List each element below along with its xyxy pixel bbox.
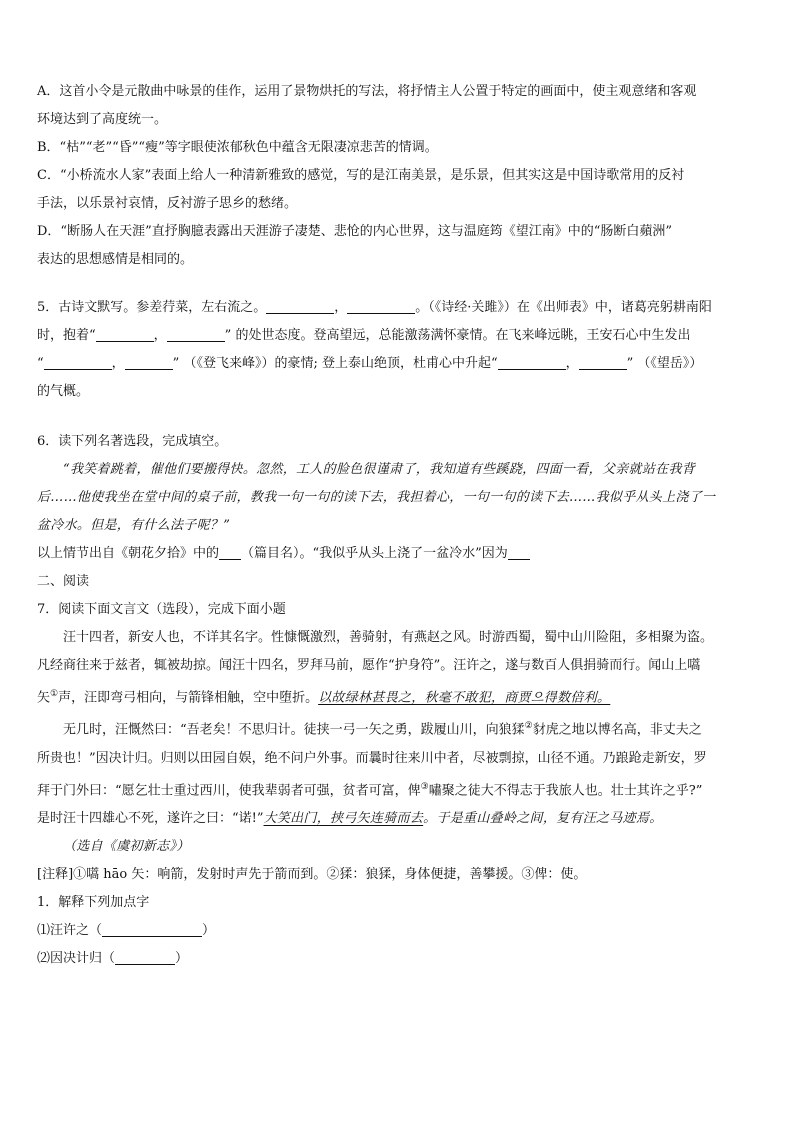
passage-p1-line2: 凡经商往来于兹者，辄被劫掠。闻汪十四名，罗拜马前，愿作“护身符”。汪许之，遂与数百人俱捐骑而行。闻山上嚆 — [37, 658, 701, 673]
q5-line3 — [37, 350, 762, 378]
q5-text: ” 的处世态度。登高望远，总能激荡满怀豪情。在飞来峰远眺，王安石心中生发出 — [224, 328, 691, 343]
passage-text: 矢 — [37, 690, 51, 706]
q7-title: 7．阅读下面文言文（选段），完成下面小题 — [37, 602, 286, 617]
option-c-line2: 手法，以乐景衬哀情，反衬游子思乡的愁绪。 — [37, 196, 298, 211]
blank-4[interactable] — [167, 327, 225, 342]
q5-line4: 的气概。 — [37, 384, 90, 399]
exam-page — [37, 78, 762, 973]
q6-fill-line — [37, 540, 762, 568]
passage-text: 无几时，汪慨然曰：“吾老矣！不思归计。徒挟一弓一矢之勇，跋履山川，向狼猱 — [63, 722, 525, 738]
q6-quote-line1: “我笑着跳着，催他们要搬得快。忽然，工人的脸色很谨肃了，我知道有些蹊跷，四面一看，父亲就站在我背 — [63, 462, 696, 477]
q5-sep: ， — [153, 328, 167, 343]
passage-p1-line3 — [37, 680, 762, 712]
q5-text: 。（《诗经·关雎》）在《出师表》中，诸葛亮躬耕南阳 — [415, 300, 712, 315]
option-a-line1: A．这首小令是元散曲中咏景的佳作，运用了景物烘托的写法，将抒情主人公置于特定的画面中，使主观意绪和客观 — [37, 84, 697, 99]
blank-3[interactable] — [96, 327, 154, 342]
q5-sep: ， — [334, 300, 348, 315]
blank-1[interactable] — [266, 299, 334, 314]
sub-question-1-title: 1．解释下列加点字 — [37, 894, 150, 910]
q5-text: ” （《望岳》） — [626, 356, 703, 371]
option-d-line2: 表达的思想感情是相同的。 — [37, 252, 194, 267]
option-a-line2: 环境达到了高度统一。 — [37, 112, 168, 127]
passage-p2-line4 — [37, 805, 762, 833]
q5-text: ” （《登飞来峰》）的豪情; 登上泰山绝顶，杜甫心中升起“ — [172, 356, 498, 371]
passage-p2-line1 — [37, 712, 762, 744]
q5-sep: ， — [111, 356, 125, 371]
passage-source: （选自《虞初新志》） — [63, 838, 190, 854]
passage-text: 声，汪即弯弓相向，与箭锋相触，空中堕折。 — [58, 690, 319, 706]
sub-question-1b — [37, 945, 762, 973]
passage-p2-line3 — [37, 773, 762, 805]
option-c-line1: C．“小桥流水人家”表面上给人一种清新雅致的感觉，写的是江南美景，是乐景，但其实这是中国诗歌常用的反衬 — [37, 168, 685, 183]
annotation-notes: [注释]①嚆 hāo 矢：响箭，发射时声先于箭而到。②猱：狼猱，身体便捷，善攀援。③俾：使。 — [37, 866, 587, 882]
passage-text: 嘯聚之徒大不得志于我旅人也。壮士其许之乎?” — [428, 782, 703, 798]
passage-p2-line2: 所贵也！”因决计归。归则以田园自娱，绝不问户外事。而曩时往来川中者，尽被剽掠，山径不通。乃踉跄走新安，罗 — [37, 750, 707, 766]
blank-12[interactable] — [115, 950, 175, 965]
sub-question-text: ） — [202, 922, 216, 938]
option-d-line1: D．“断肠人在天涯”直抒胸臆表露出天涯游子凄楚、悲怆的内心世界，这与温庭筠《望江南》中的“肠断白蘋洲” — [37, 224, 673, 239]
q5-line2 — [37, 322, 762, 350]
passage-text: 是时汪十四雄心不死，遂许之曰：“诺!” — [37, 810, 264, 826]
q6-title: 6．读下列名著选段，完成填空。 — [37, 434, 228, 449]
footnote-marker: ③ — [420, 781, 429, 792]
sub-question-text: ⑵因决计归（ — [37, 950, 116, 966]
blank-7[interactable] — [498, 355, 566, 370]
passage-text: 豺虎之地以博名高，非丈夫之 — [532, 722, 702, 738]
q6-text: 以上情节出自《朝花夕拾》中的 — [37, 546, 220, 561]
passage-text: 。于是重山叠岭之间，复有汪之马迹焉。 — [423, 810, 663, 826]
sub-question-text: ⑴汪许之（ — [37, 922, 103, 938]
underlined-sentence: 大笑出门，挟弓矢连骑而去 — [263, 810, 424, 826]
q5-sep: ， — [565, 356, 579, 371]
sub-question-text: ） — [175, 950, 189, 966]
blank-6[interactable] — [125, 355, 173, 370]
blank-2[interactable] — [347, 299, 415, 314]
q6-quote-line3: 盆冷水。但是，有什么法子呢？” — [37, 518, 231, 533]
q6-text: （篇目名）。“我似乎从头上浇了一盆冷水”因为 — [241, 546, 508, 561]
sub-question-1a — [37, 917, 762, 945]
footnote-marker: ② — [524, 721, 533, 732]
q5-text: “ — [37, 356, 44, 371]
blank-10[interactable] — [508, 545, 530, 560]
q5-line1 — [37, 294, 762, 322]
blank-8[interactable] — [579, 355, 627, 370]
section-heading: 二、阅读 — [37, 574, 90, 589]
blank-5[interactable] — [44, 355, 112, 370]
blank-11[interactable] — [102, 922, 202, 937]
q5-text: 时，抱着“ — [37, 328, 96, 343]
underlined-sentence: 以故绿林甚畏之，秋毫不敢犯，商贾으得数倍利。 — [318, 690, 611, 706]
passage-p1-line1: 汪十四者，新安人也，不详其名字。性慷慨激烈，善骑射，有燕赵之风。时游西蜀，蜀中山川险阻，多相聚为盗。 — [63, 630, 714, 645]
option-b: B．“枯”“老”“昏”“瘦”等字眼使浓郁秋色中蕴含无限凄凉悲苦的情调。 — [37, 140, 438, 155]
passage-text: 拜于门外曰：“愿乞壮士重过西川，使我辈弱者可强，贫者可富，俾 — [37, 782, 421, 798]
blank-9[interactable] — [219, 545, 241, 560]
footnote-marker: ① — [50, 689, 59, 699]
q6-quote-line2: 后……他使我坐在堂中间的桌子前，教我一句一句的读下去，我担着心，一句一句的读下去……我似乎从头上浇了一 — [37, 490, 716, 505]
q5-text: 5．古诗文默写。参差荇菜，左右流之。 — [37, 300, 267, 315]
